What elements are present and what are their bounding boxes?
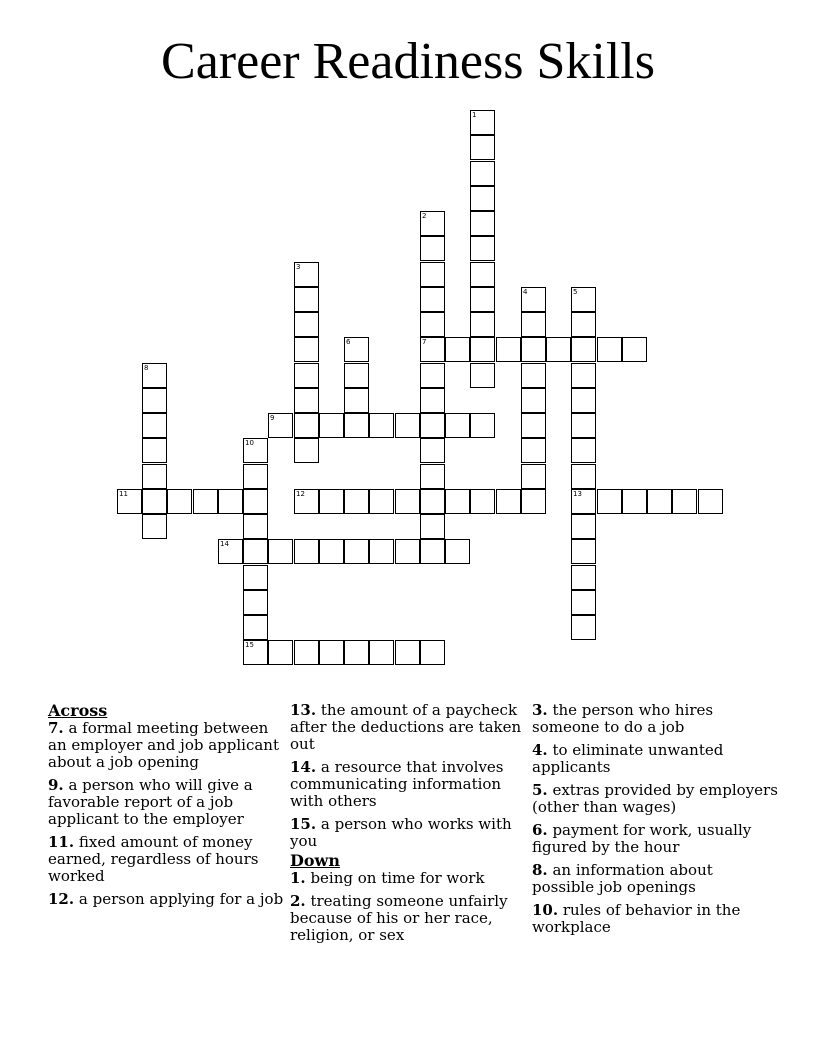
crossword-cell[interactable] xyxy=(420,337,445,362)
crossword-cell[interactable] xyxy=(294,413,319,438)
crossword-cell[interactable] xyxy=(571,312,596,337)
crossword-cell[interactable] xyxy=(597,337,622,362)
crossword-cell[interactable] xyxy=(571,539,596,564)
crossword-cell[interactable] xyxy=(344,337,369,362)
crossword-cell[interactable] xyxy=(344,489,369,514)
crossword-cell[interactable] xyxy=(420,287,445,312)
crossword-cell[interactable] xyxy=(294,312,319,337)
crossword-cell[interactable] xyxy=(218,539,243,564)
down-clue-8: 8. an information about possible job openings xyxy=(532,861,713,896)
crossword-cell[interactable] xyxy=(319,640,344,665)
crossword-cell[interactable] xyxy=(294,388,319,413)
crossword-cell[interactable] xyxy=(243,590,268,615)
crossword-cell[interactable] xyxy=(243,489,268,514)
clue-number: 10 xyxy=(245,439,254,447)
crossword-cell[interactable] xyxy=(445,337,470,362)
crossword-cell[interactable] xyxy=(294,262,319,287)
clue-number: 5 xyxy=(573,288,578,296)
crossword-cell[interactable] xyxy=(294,363,319,388)
crossword-cell[interactable] xyxy=(571,565,596,590)
crossword-cell[interactable] xyxy=(243,640,268,665)
crossword-cell[interactable] xyxy=(142,514,167,539)
clue-number: 6 xyxy=(346,338,351,346)
crossword-cell[interactable] xyxy=(622,489,647,514)
crossword-cell[interactable] xyxy=(420,640,445,665)
across-clue-12: 12. a person applying for a job xyxy=(48,890,284,908)
crossword-cell[interactable] xyxy=(294,337,319,362)
crossword-cell[interactable] xyxy=(571,388,596,413)
crossword-cell[interactable] xyxy=(243,514,268,539)
crossword-cell[interactable] xyxy=(243,565,268,590)
across-clue-13: 13. the amount of a paycheck after the deductions are taken out xyxy=(290,701,522,753)
crossword-cell[interactable] xyxy=(294,287,319,312)
crossword-cell[interactable] xyxy=(445,539,470,564)
crossword-cell[interactable] xyxy=(369,413,394,438)
crossword-cell[interactable] xyxy=(420,464,445,489)
across-heading: Across xyxy=(48,701,108,720)
crossword-cell[interactable] xyxy=(571,489,596,514)
crossword-cell[interactable] xyxy=(521,438,546,463)
across-clue-9: 9. a person who will give a favorable report of a job applicant to the employer xyxy=(48,776,253,828)
crossword-cell[interactable] xyxy=(496,337,521,362)
crossword-cell[interactable] xyxy=(470,287,495,312)
clue-number: 11 xyxy=(119,490,128,498)
crossword-cell[interactable] xyxy=(521,464,546,489)
crossword-cell[interactable] xyxy=(470,186,495,211)
crossword-cell[interactable] xyxy=(622,337,647,362)
crossword-cell[interactable] xyxy=(571,287,596,312)
crossword-cell[interactable] xyxy=(142,363,167,388)
crossword-cell[interactable] xyxy=(344,539,369,564)
crossword-cell[interactable] xyxy=(470,161,495,186)
crossword-cell[interactable] xyxy=(521,489,546,514)
crossword-cell[interactable] xyxy=(218,489,243,514)
crossword-cell[interactable] xyxy=(268,413,293,438)
crossword-cell[interactable] xyxy=(647,489,672,514)
crossword-cell[interactable] xyxy=(546,337,571,362)
down-heading: Down xyxy=(290,851,340,870)
clue-column-2 xyxy=(290,702,526,950)
crossword-cell[interactable] xyxy=(420,262,445,287)
clue-number: 13 xyxy=(573,490,582,498)
crossword-cell[interactable] xyxy=(294,438,319,463)
down-clue-3: 3. the person who hires someone to do a job xyxy=(532,701,714,736)
clue-number: 15 xyxy=(245,641,254,649)
crossword-cell[interactable] xyxy=(142,438,167,463)
crossword-cell[interactable] xyxy=(319,539,344,564)
crossword-cell[interactable] xyxy=(420,312,445,337)
crossword-cell[interactable] xyxy=(521,312,546,337)
crossword-cell[interactable] xyxy=(672,489,697,514)
down-clue-2: 2. treating someone unfairly because of his or her race, religion, or sex xyxy=(290,892,508,944)
crossword-cell[interactable] xyxy=(395,539,420,564)
crossword-cell[interactable] xyxy=(268,640,293,665)
crossword-cell[interactable] xyxy=(319,489,344,514)
across-clue-7: 7. a formal meeting between an employer and job applicant about a job opening xyxy=(48,719,279,771)
across-clue-11: 11. fixed amount of money earned, regardless of hours worked xyxy=(48,833,259,885)
crossword-cell[interactable] xyxy=(420,514,445,539)
crossword-cell[interactable] xyxy=(571,464,596,489)
crossword-cell[interactable] xyxy=(344,388,369,413)
crossword-cell[interactable] xyxy=(470,489,495,514)
crossword-cell[interactable] xyxy=(470,110,495,135)
crossword-cell[interactable] xyxy=(521,413,546,438)
crossword-cell[interactable] xyxy=(344,640,369,665)
crossword-cell[interactable] xyxy=(369,489,394,514)
crossword-cell[interactable] xyxy=(420,539,445,564)
crossword-cell[interactable] xyxy=(142,489,167,514)
crossword-cell[interactable] xyxy=(521,337,546,362)
crossword-cell[interactable] xyxy=(571,590,596,615)
crossword-cell[interactable] xyxy=(344,413,369,438)
clue-number: 14 xyxy=(220,540,229,548)
crossword-cell[interactable] xyxy=(420,413,445,438)
clue-number: 4 xyxy=(523,288,528,296)
crossword-cell[interactable] xyxy=(243,464,268,489)
crossword-cell[interactable] xyxy=(521,388,546,413)
crossword-cell[interactable] xyxy=(420,363,445,388)
crossword-cell[interactable] xyxy=(142,413,167,438)
crossword-cell[interactable] xyxy=(395,640,420,665)
crossword-cell[interactable] xyxy=(344,363,369,388)
down-clue-5: 5. extras provided by employers (other than wages) xyxy=(532,781,778,816)
crossword-cell[interactable] xyxy=(420,388,445,413)
crossword-cell[interactable] xyxy=(470,413,495,438)
crossword-cell[interactable] xyxy=(496,489,521,514)
crossword-cell[interactable] xyxy=(597,489,622,514)
clue-number: 3 xyxy=(296,263,301,271)
crossword-cell[interactable] xyxy=(420,438,445,463)
crossword-cell[interactable] xyxy=(420,236,445,261)
clue-column-1 xyxy=(48,702,284,914)
clue-column-3 xyxy=(532,702,778,942)
across-clue-14: 14. a resource that involves communicating information with others xyxy=(290,758,504,810)
crossword-cell[interactable] xyxy=(395,489,420,514)
crossword-cell[interactable] xyxy=(268,539,293,564)
crossword-cell[interactable] xyxy=(571,337,596,362)
down-clue-10: 10. rules of behavior in the workplace xyxy=(532,901,741,936)
crossword-cell[interactable] xyxy=(571,438,596,463)
crossword-cell[interactable] xyxy=(142,464,167,489)
clue-number: 1 xyxy=(472,111,477,119)
crossword-cell[interactable] xyxy=(319,413,344,438)
clue-number: 8 xyxy=(144,364,149,372)
crossword-cell[interactable] xyxy=(445,413,470,438)
crossword-cell[interactable] xyxy=(571,363,596,388)
crossword-cell[interactable] xyxy=(521,287,546,312)
crossword-cell[interactable] xyxy=(193,489,218,514)
crossword-cell[interactable] xyxy=(571,514,596,539)
crossword-cell[interactable] xyxy=(470,312,495,337)
down-clue-6: 6. payment for work, usually figured by the hour xyxy=(532,821,752,856)
crossword-cell[interactable] xyxy=(470,236,495,261)
crossword-cell[interactable] xyxy=(470,211,495,236)
crossword-cell[interactable] xyxy=(571,413,596,438)
crossword-cell[interactable] xyxy=(445,489,470,514)
clue-number: 12 xyxy=(296,490,305,498)
crossword-cell[interactable] xyxy=(521,363,546,388)
puzzle-title: Career Readiness Skills xyxy=(161,33,655,90)
down-clue-4: 4. to eliminate unwanted applicants xyxy=(532,741,724,776)
crossword-cell[interactable] xyxy=(243,615,268,640)
crossword-cell[interactable] xyxy=(470,135,495,160)
crossword-cell[interactable] xyxy=(294,539,319,564)
crossword-cell[interactable] xyxy=(420,211,445,236)
crossword-cell[interactable] xyxy=(395,413,420,438)
crossword-cell[interactable] xyxy=(369,539,394,564)
crossword-cell[interactable] xyxy=(117,489,142,514)
across-clue-15: 15. a person who works with you xyxy=(290,815,512,850)
crossword-cell[interactable] xyxy=(698,489,723,514)
crossword-cell[interactable] xyxy=(243,438,268,463)
clue-number: 7 xyxy=(422,338,427,346)
crossword-cell[interactable] xyxy=(420,489,445,514)
clue-number: 2 xyxy=(422,212,427,220)
down-clue-1: 1. being on time for work xyxy=(290,869,485,887)
crossword-cell[interactable] xyxy=(243,539,268,564)
crossword-cell[interactable] xyxy=(294,640,319,665)
crossword-cell[interactable] xyxy=(470,363,495,388)
crossword-cell[interactable] xyxy=(571,615,596,640)
crossword-cell[interactable] xyxy=(369,640,394,665)
crossword-cell[interactable] xyxy=(470,337,495,362)
crossword-cell[interactable] xyxy=(470,262,495,287)
clue-number: 9 xyxy=(270,414,275,422)
crossword-cell[interactable] xyxy=(142,388,167,413)
crossword-cell[interactable] xyxy=(167,489,192,514)
crossword-cell[interactable] xyxy=(294,489,319,514)
